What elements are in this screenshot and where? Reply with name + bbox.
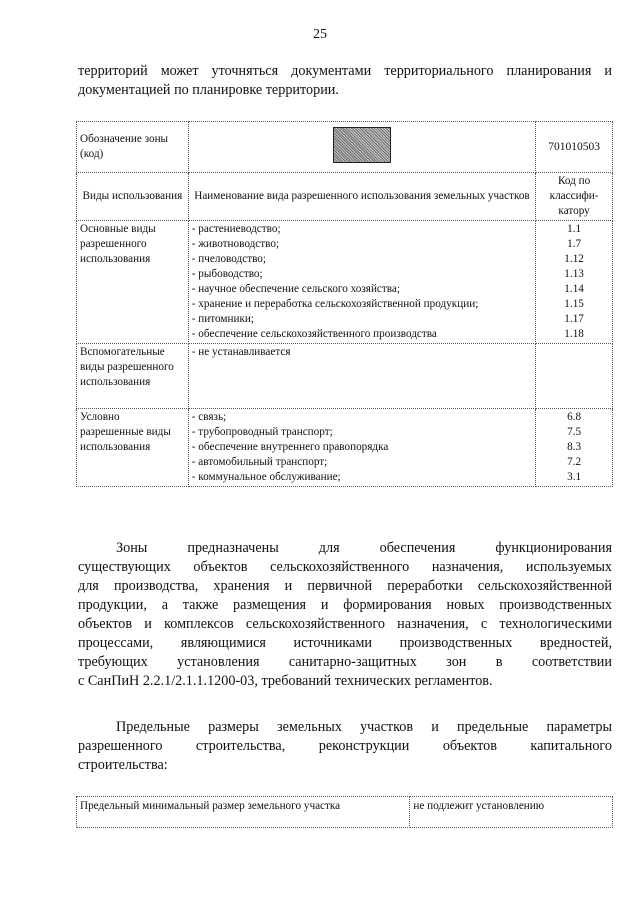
limits-line: разрешенного строительства, реконструкции объектов капитального [78,738,612,754]
group-items [188,221,535,344]
classifier-code: 1.1 [567,223,582,235]
zones-line: с СанПиН 2.2.1/2.1.1.1200-03, требований технических регламентов. [78,673,493,689]
group-row-conditional [77,409,613,487]
group-codes [536,344,613,409]
column-header-row [77,173,613,221]
list-item: - питомники; [191,313,254,325]
limits-line: строительства: [78,757,168,773]
classifier-code: 1.18 [564,328,584,340]
zones-paragraph [78,539,612,691]
zones-line: Зоны предназначены для обеспечения функционирования [116,540,612,556]
limits-line: Предельные размеры земельных участков и предельные параметры [116,719,612,735]
list-item: - связь; [191,411,227,423]
group-row-auxiliary [77,344,613,409]
list-item: - животноводство; [191,238,280,250]
zones-line: процессами, являющимися источниками производственных вредностей, [78,635,612,651]
group-label: Основные виды разрешенного использования [77,221,189,344]
classifier-code: 7.2 [567,456,582,468]
zone-usage-table [76,121,613,487]
intro-line: территорий может уточняться документами территориального планирования и [78,63,612,79]
limits-table [76,796,613,828]
intro-line: документацией по планировке территории. [78,82,339,98]
group-label: Условно разрешенные виды использования [77,409,189,487]
col-header-types: Виды использования [77,173,189,221]
zone-hatch-swatch [333,127,391,163]
zone-label: Обозначение зоны (код) [77,122,189,173]
zone-code: 701010503 [536,122,613,173]
list-item: - научное обеспечение сельского хозяйства; [191,283,400,295]
group-codes [536,409,613,487]
zone-badge-cell [188,122,535,173]
classifier-code: 1.7 [567,238,582,250]
zones-line: объектов и комплексов сельскохозяйственного назначения, с технологическими [78,616,612,632]
list-item: - обеспечение внутреннего правопорядка [191,441,389,453]
limits-paragraph [78,718,612,775]
list-item: - рыбоводство; [191,268,263,280]
col-header-code: Код по классифи-катору [536,173,613,221]
group-label: Вспомогательные виды разрешенного использования [77,344,189,409]
classifier-code: 6.8 [567,411,582,423]
list-item: - хранение и переработка сельскохозяйственной продукции; [191,298,479,310]
group-codes [536,221,613,344]
group-items [188,344,535,409]
classifier-code: 1.13 [564,268,584,280]
group-items [188,409,535,487]
list-item: - растениеводство; [191,223,281,235]
intro-paragraph [78,62,612,100]
classifier-code: 1.14 [564,283,584,295]
limits-value: не подлежит установлению [410,797,613,828]
classifier-code: 1.17 [564,313,584,325]
limits-row [77,797,613,828]
list-item: - пчеловодство; [191,253,266,265]
list-item: - не устанавливается [191,346,291,358]
classifier-code: 8.3 [567,441,582,453]
list-item: - коммунальное обслуживание; [191,471,341,483]
zones-line: требующих установления санитарно-защитных зон в соответствии [78,654,612,670]
list-item: - обеспечение сельскохозяйственного производства [191,328,437,340]
classifier-code: 7.5 [567,426,582,438]
classifier-code: 1.15 [564,298,584,310]
col-header-name: Наименование вида разрешенного использования земельных участков [188,173,535,221]
group-row-main [77,221,613,344]
zone-header-row [77,122,613,173]
page-number: 25 [313,27,327,42]
classifier-code: 3.1 [567,471,582,483]
list-item: - автомобильный транспорт; [191,456,328,468]
zones-line: существующих объектов сельскохозяйственного назначения, используемых [78,559,612,575]
limits-param: Предельный минимальный размер земельного участка [77,797,410,828]
zones-line: для производства, хранения и первичной переработки сельскохозяйственной [78,578,612,594]
list-item: - трубопроводный транспорт; [191,426,333,438]
classifier-code: 1.12 [564,253,584,265]
zones-line: продукции, а также размещения и формирования новых производственных [78,597,612,613]
